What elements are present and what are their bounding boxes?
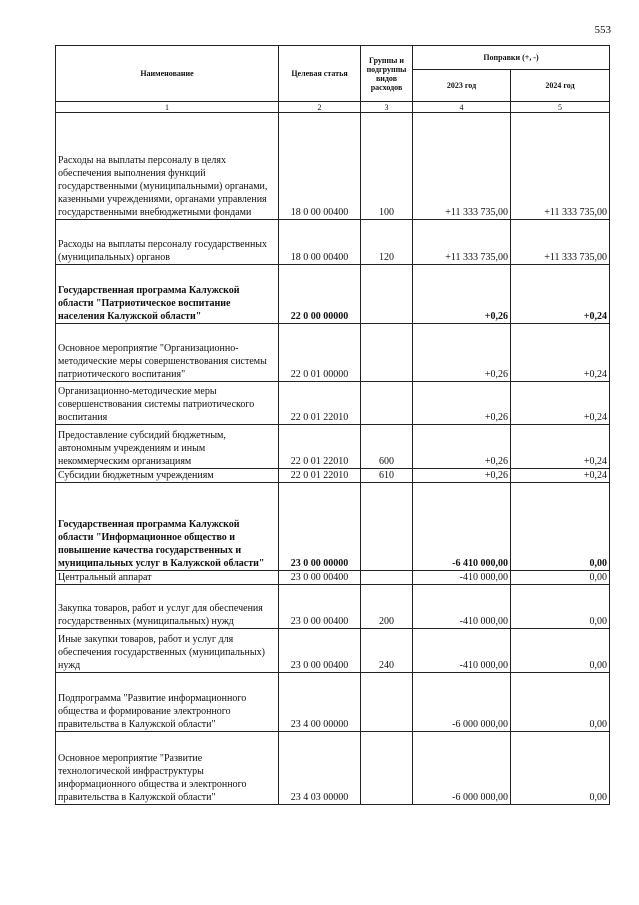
header-year-2024: 2024 год	[511, 70, 610, 102]
page-number: 553	[594, 24, 611, 36]
row-amount-2023: +0,26	[413, 382, 511, 425]
table-row	[56, 220, 610, 265]
header-year-2023: 2023 год	[413, 70, 511, 102]
row-amount-2023: +11 333 735,00	[413, 113, 511, 220]
table-row	[56, 732, 610, 805]
table-row	[56, 483, 610, 571]
row-code: 23 0 00 00400	[279, 571, 361, 585]
table-row	[56, 571, 610, 585]
row-amount-2023: -6 000 000,00	[413, 732, 511, 805]
row-amount-2024: +0,24	[511, 469, 610, 483]
row-group: 600	[361, 425, 413, 469]
row-code: 22 0 00 00000	[279, 265, 361, 324]
row-code: 22 0 01 22010	[279, 469, 361, 483]
row-name: Закупка товаров, работ и услуг для обеспечения государственных (муниципальных) нужд	[56, 585, 279, 629]
row-name: Государственная программа Калужской области "Информационное общество и повышение качества государственных и муниципальных услуг в Калужской области"	[56, 483, 279, 571]
table-row	[56, 585, 610, 629]
row-name: Расходы на выплаты персоналу государственных (муниципальных) органов	[56, 220, 279, 265]
row-amount-2024: +0,24	[511, 382, 610, 425]
row-group	[361, 265, 413, 324]
table-row	[56, 629, 610, 673]
row-name: Организационно-методические меры совершенствования системы патриотического воспитания	[56, 382, 279, 425]
row-amount-2024: +0,24	[511, 425, 610, 469]
budget-amendments-table	[55, 45, 610, 805]
row-amount-2024: 0,00	[511, 732, 610, 805]
row-amount-2023: +0,26	[413, 425, 511, 469]
header-amendments: Поправки (+, -)	[413, 46, 610, 70]
row-code: 22 0 01 22010	[279, 425, 361, 469]
row-code: 22 0 01 22010	[279, 382, 361, 425]
col-number: 5	[511, 102, 610, 113]
row-code: 18 0 00 00400	[279, 220, 361, 265]
row-group	[361, 382, 413, 425]
header-name: Наименование	[56, 46, 279, 102]
row-amount-2024: 0,00	[511, 673, 610, 732]
row-amount-2023: -410 000,00	[413, 585, 511, 629]
row-amount-2023: +0,26	[413, 324, 511, 382]
row-amount-2024: 0,00	[511, 483, 610, 571]
row-amount-2024: +0,24	[511, 324, 610, 382]
row-name: Основное мероприятие "Развитие технологической инфраструктуры информационного общества и электронного правительства в Калужской области"	[56, 732, 279, 805]
row-amount-2024: +11 333 735,00	[511, 220, 610, 265]
row-group	[361, 483, 413, 571]
row-group: 240	[361, 629, 413, 673]
row-amount-2024: +11 333 735,00	[511, 113, 610, 220]
row-group: 200	[361, 585, 413, 629]
table-row	[56, 425, 610, 469]
row-amount-2023: +0,26	[413, 469, 511, 483]
row-code: 23 0 00 00400	[279, 629, 361, 673]
row-group	[361, 571, 413, 585]
row-amount-2024: 0,00	[511, 585, 610, 629]
row-group	[361, 673, 413, 732]
row-code: 22 0 01 00000	[279, 324, 361, 382]
row-name: Подпрограмма "Развитие информационного общества и формирование электронного правительства в Калужской области"	[56, 673, 279, 732]
row-code: 23 4 00 00000	[279, 673, 361, 732]
row-amount-2023: -410 000,00	[413, 571, 511, 585]
row-group	[361, 324, 413, 382]
col-number: 2	[279, 102, 361, 113]
row-name: Предоставление субсидий бюджетным, автономным учреждениям и иным некоммерческим организациям	[56, 425, 279, 469]
header-group: Группы и подгруппы видов расходов	[361, 46, 413, 102]
row-amount-2023: +0,26	[413, 265, 511, 324]
row-name: Государственная программа Калужской области "Патриотическое воспитание населения Калужской области"	[56, 265, 279, 324]
row-group: 120	[361, 220, 413, 265]
row-group	[361, 732, 413, 805]
row-code: 23 0 00 00400	[279, 585, 361, 629]
row-name: Основное мероприятие "Организационно-методические меры совершенствования системы патриотического воспитания"	[56, 324, 279, 382]
col-number: 1	[56, 102, 279, 113]
row-name: Центральный аппарат	[56, 571, 279, 585]
col-number: 3	[361, 102, 413, 113]
row-name: Иные закупки товаров, работ и услуг для обеспечения государственных (муниципальных) нужд	[56, 629, 279, 673]
row-amount-2023: -6 000 000,00	[413, 673, 511, 732]
header-target: Целевая статья	[279, 46, 361, 102]
table-row	[56, 469, 610, 483]
row-group: 610	[361, 469, 413, 483]
row-amount-2024: +0,24	[511, 265, 610, 324]
table-row	[56, 113, 610, 220]
row-amount-2024: 0,00	[511, 571, 610, 585]
row-group: 100	[361, 113, 413, 220]
row-name: Расходы на выплаты персоналу в целях обеспечения выполнения функций государственными (муниципальными) органами, казенными учреждениями, органами управления государственными внебюджетными фондами	[56, 113, 279, 220]
row-code: 23 0 00 00000	[279, 483, 361, 571]
col-number: 4	[413, 102, 511, 113]
row-amount-2023: +11 333 735,00	[413, 220, 511, 265]
row-code: 23 4 03 00000	[279, 732, 361, 805]
table-row	[56, 382, 610, 425]
row-code: 18 0 00 00400	[279, 113, 361, 220]
row-amount-2024: 0,00	[511, 629, 610, 673]
table-row	[56, 673, 610, 732]
row-amount-2023: -6 410 000,00	[413, 483, 511, 571]
table-row	[56, 265, 610, 324]
row-amount-2023: -410 000,00	[413, 629, 511, 673]
row-name: Субсидии бюджетным учреждениям	[56, 469, 279, 483]
table-row	[56, 324, 610, 382]
